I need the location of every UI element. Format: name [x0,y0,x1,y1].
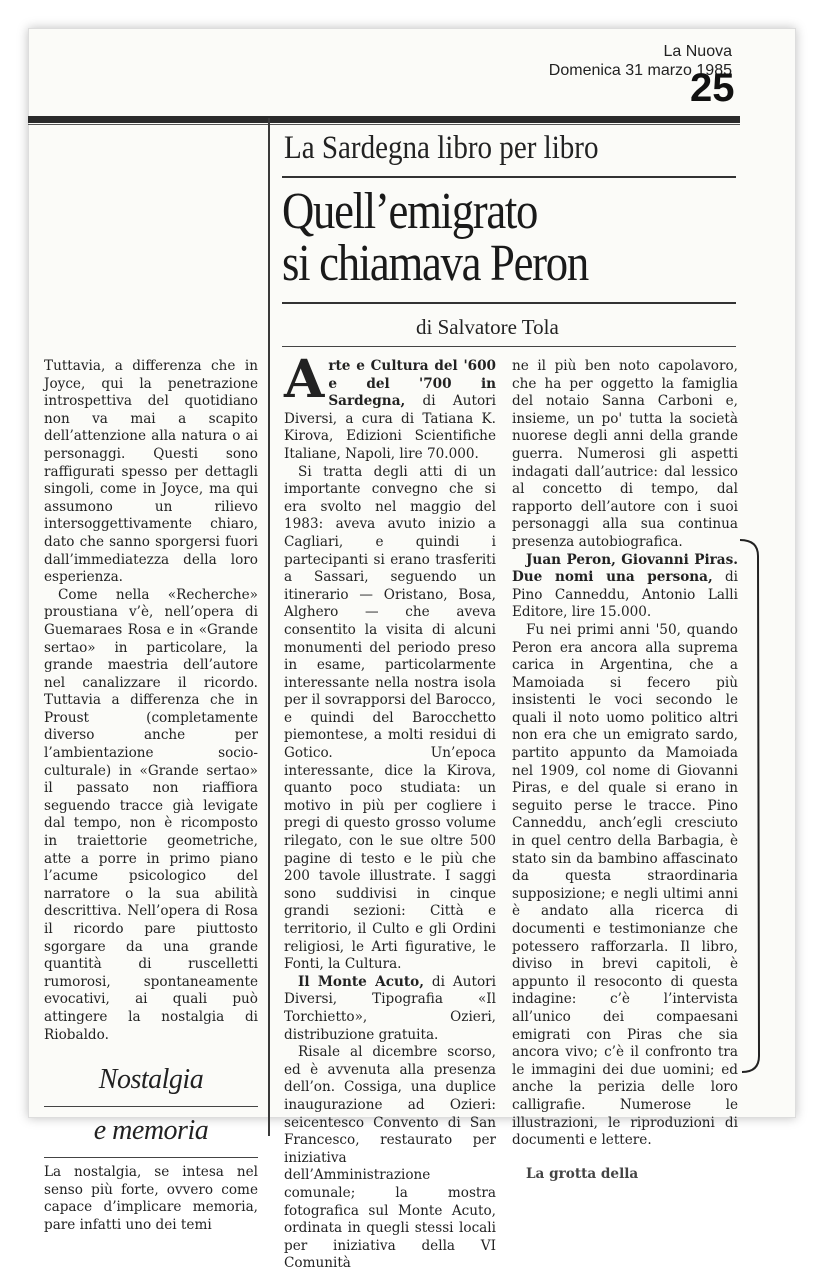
right-paragraph-3: Fu nei primi anni '50, quando Peron era ancora alla suprema carica in Argentina, che a Mamoiada si fecero più insistenti le voci secondo le quali il noto uomo politico altri non era che un emigrato sardo, partito appunto da Mamoiada nel 1909, col nome di Giovanni Piras, e del quale si erano in seguito perse le tracce. Pino Canneddu, anch’egli cresciuto in quel centro della Barbagia, è stato sin da bambino affascinato da questa straordinaria supposizione; e negli ultimi anni è andato alla ricerca di documenti e testimonianze che potessero rafforzarla. Il libro, diviso in brevi capitoli, è appunto il resoconto di questa indagine: c’è l’intervista all’unico dei compaesani emigrati con Piras che sia ancora vivo; c’è il confronto tra le immagini dei due uomini; ed anche la perizia delle loro calligrafie. Numerose le illustrazioni, le riproduzioni di documenti e lettere. [512,621,738,1149]
middle-paragraph-4: Risale al dicembre scorso, ed è avvenuta alla presenza dell’on. Cossiga, una duplice inaugurazione ad Ozieri: seicentesco Convento di San Francesco, restaurato per iniziativa dell’Amministrazione comunale; la mostra fotografica sul Monte Acuto, ordinata in quegli stessi locali per iniziativa della VI Comunità [284,1044,496,1272]
column-divider [268,118,270,1136]
book-details-3: di Pino Canneddu, Antonio Lalli Editore, lire 15.000. [512,569,738,621]
byline-rule [282,346,736,347]
drop-cap: A [284,349,325,410]
subhead-nostalgia: Nostalgia [98,1064,204,1096]
top-rule [28,116,740,123]
byline: di Salvatore Tola [416,315,559,339]
headline-line-2: si chiamava Peron [282,235,588,292]
left-paragraph-1: Tuttavia, a differenza che in Joyce, qui la penetrazione introspettiva del quotidiano non va mai a scapito dell’attenzione alla natura o ai personaggi. Questi sono raffigurati spesso per dettagli singoli, come in Joyce, ma qui assumono un rilievo intersoggettivamente chiaro, dato che sanno sporgersi fuori dall’immediatezza della loro esperienza. [44,358,258,586]
book-details-2: di Autori Diversi, Tipografia «Il Torchietto», Ozieri, distribuzione gratuita. [284,973,496,1043]
headline [282,183,686,292]
headline-rule [282,302,736,304]
cut-off-heading: La grotta della [526,1165,639,1182]
top-rule-thin [28,124,740,125]
subhead-memoria: e memoria [93,1115,209,1147]
book-details-1: di Autori Diversi, a cura di Tatiana K. Kirova, Edizioni Scientifiche Italiane, Napoli, lire 70.000. [284,393,496,462]
book-title-1: rte e Cultura del '600 e del '700 in Sardegna, [328,358,496,410]
hand-drawn-bracket [738,538,762,1074]
left-paragraph-3: La nostalgia, se intesa nel senso più forte, ovvero come capace d’implicare memoria, pare infatti uno dei temi [44,1164,258,1233]
middle-paragraph-2: Si tratta degli atti di un importante convegno che si era svolto nel maggio del 1983: aveva avuto inizio a Cagliari, e quindi i partecipanti si erano trasferiti a Sassari, seguendo un itinerario — Oristano, Bosa, Alghero — che aveva consentito la visita di alcuni monumenti del periodo preso in esame, particolarmente interessante nella nostra isola per il sovrapporsi del Barocco, e quindi del Barocchetto piemontese, a molti residui di Gotico. Un’epoca interessante, dice la Kirova, quanto poco studiata: un motivo in più per cogliere i pregi di questo grosso volume rilegato, con le sue oltre 500 pagine di testo e le più che 200 tavole illustrate. I saggi sono suddivisi in cinque grandi sezioni: Città e territorio, il Culto e gli Ordini religiosi, le Arti figurative, le Fonti, la Cultura. [284,463,496,973]
right-paragraph-1: ne il più ben noto capolavoro, che ha per oggetto la famiglia del notaio Sanna Carboni e, insieme, un po' tutta la società nuorese degli anni della grande guerra. Numerosi gli aspetti indagati dall’autrice: dal lessico al concetto di tempo, dal rapporto dell’autore con i suoi personaggi alla sua continua presenza autobiografica. [512,358,738,550]
left-column [44,358,258,1233]
section-title: La Sardegna libro per libro [284,130,599,166]
middle-column [284,349,496,1272]
book-title-2: Il Monte Acuto, [298,973,424,990]
section-rule [282,176,736,178]
headline-line-1: Quell’emigrato [282,183,538,240]
left-paragraph-2: Come nella «Recherche» proustiana v’è, nell’opera di Guemaraes Rosa e in «Grande sertao» in particolare, la grande maestria dell’autore nel canalizzare il ricordo. Tuttavia a differenza che in Proust (completamente diverso anche per l’ambientazione socio-culturale) in «Grande sertao» il passato non riaffiora seguendo tracce già levigate dal tempo, non è ricomposto in traiettorie geometriche, atte a porre in primo piano l’acume psicologico del narratore o la sua abilità descrittiva. Nell’opera di Rosa il ricordo pare piuttosto sgorgare da una grande quantità di ruscelletti rumorosi, spontaneamente evocativi, ai quali può attingere la nostalgia di Riobaldo. [44,586,258,1043]
right-column [512,358,738,1182]
subhead-rule [44,1106,258,1107]
paper-name: La Nuova [663,43,732,60]
subhead-rule-2 [44,1157,258,1158]
book-title-3: Juan Peron, Giovanni Piras. Due nomi una persona, [512,551,738,586]
issue-date: Domenica 31 marzo 1985 [548,62,732,79]
page-number: 25 [690,66,735,110]
